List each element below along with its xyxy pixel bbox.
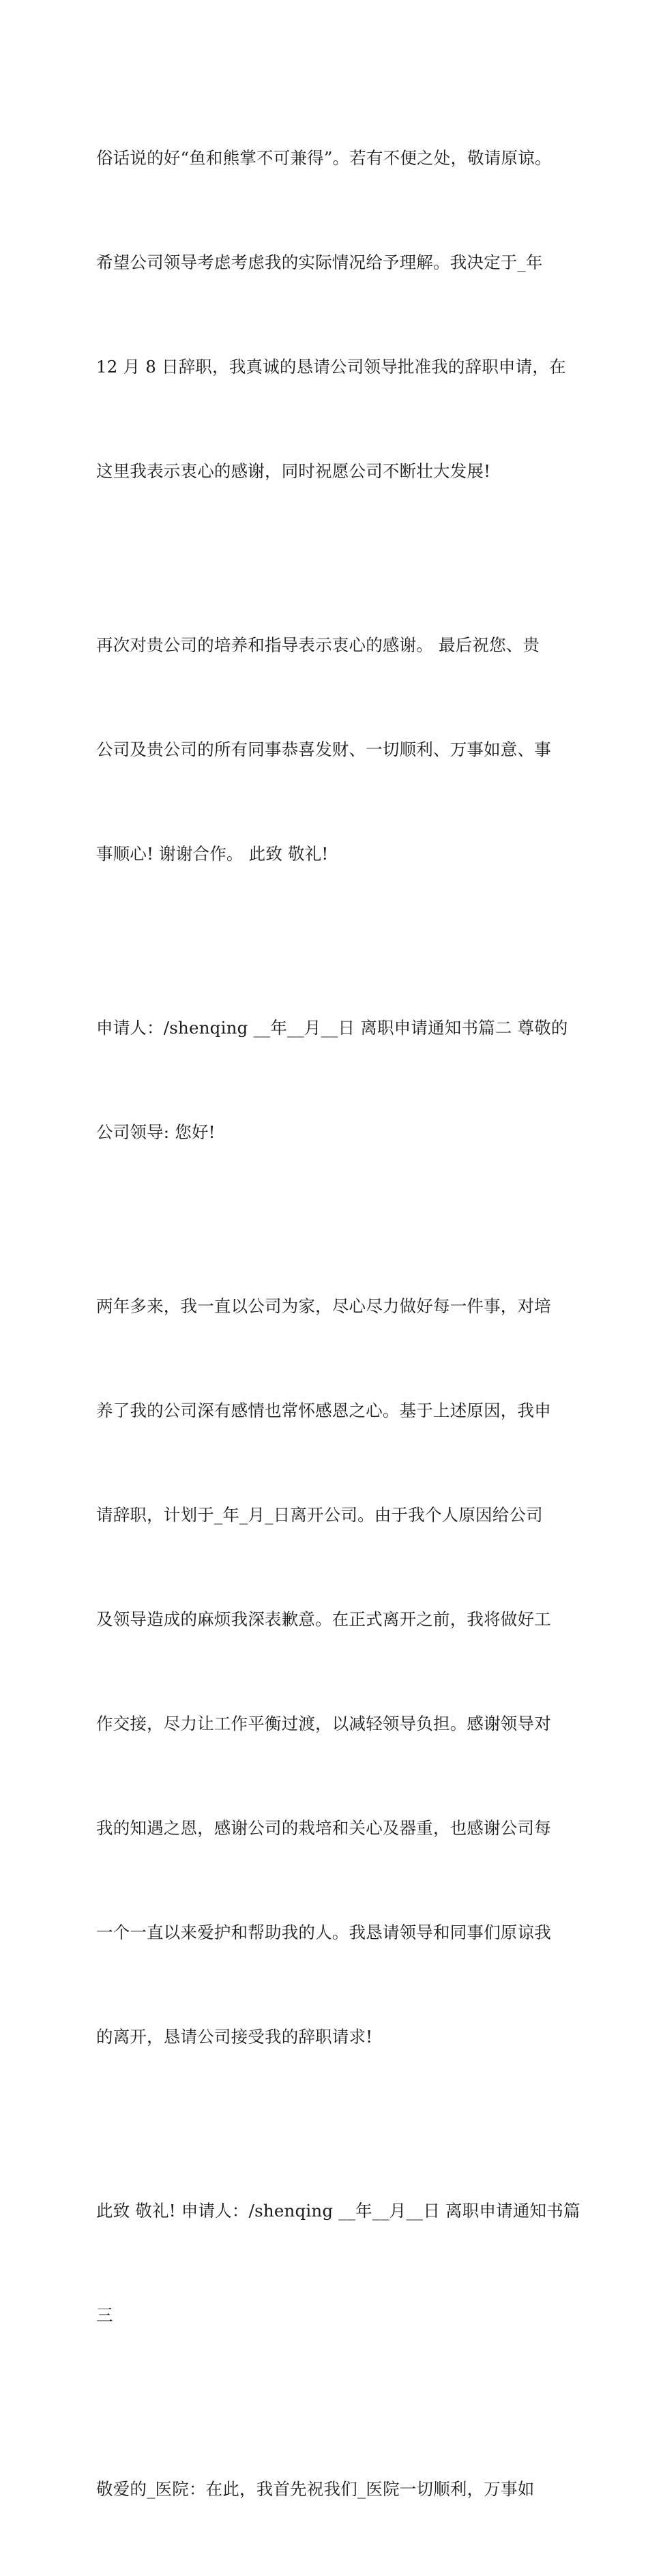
text-line: 这里我表示衷心的感谢，同时祝愿公司不断壮大发展! [96,461,491,481]
text-line: 俗话说的好“鱼和熊掌不可兼得”。若有不便之处，敬请原谅。 [96,148,552,168]
text-line: 12 月 8 日辞职，我真诚的恳请公司领导批准我的辞职申请，在 [96,357,566,377]
text-line: 公司领导: 您好! [96,1122,216,1142]
text-line: 及领导造成的麻烦我深表歉意。在正式离开之前，我将做好工 [96,1609,551,1629]
text-line: 三 [96,2305,113,2325]
paragraph-thanks [96,558,560,941]
text-line: 一个一直以来爱护和帮助我的人。我恳请领导和同事们原谅我 [96,1922,551,1942]
text-line: 希望公司领导考虑考虑我的实际情况给予理解。我决定于_年 [96,252,543,272]
text-line: 作交接，尽力让工作平衡过渡，以减轻领导负担。感谢领导对 [96,1714,551,1733]
text-line: 敬爱的_医院：在此，我首先祝我们_医院一切顺利，万事如 [96,2479,535,2499]
text-line: 此致 敬礼! 申请人：/shenqing __年__月__日 离职申请通知书篇 [96,2201,580,2221]
paragraph-letter-two-body [96,1219,560,2124]
document-body [96,71,580,2576]
paragraph-signature-letter-two [96,941,568,1219]
text-line: 两年多来，我一直以公司为家，尽心尽力做好每一件事，对培 [96,1296,551,1316]
text-line: 事顺心! 谢谢合作。 此致 敬礼! [96,844,329,864]
text-line: 的离开，恳请公司接受我的辞职请求! [96,2027,373,2047]
text-line: 我的知遇之恩，感谢公司的栽培和关心及器重，也感谢公司每 [96,1818,551,1838]
paragraph-signature-letter-three [96,2124,580,2402]
paragraph-resignation-date [96,71,566,558]
text-line: 申请人：/shenqing __年__月__日 离职申请通知书篇二 尊敬的 [96,1018,568,1038]
text-line: 再次对贵公司的培养和指导表示衷心的感谢。 最后祝您、贵 [96,635,540,655]
text-line: 请辞职，计划于_年_月_日离开公司。由于我个人原因给公司 [96,1505,543,1525]
text-line: 养了我的公司深有感情也常怀感恩之心。基于上述原因，我申 [96,1401,551,1420]
paragraph-letter-three-opening [96,2402,560,2576]
text-line: 公司及贵公司的所有同事恭喜发财、一切顺利、万事如意、事 [96,740,551,759]
